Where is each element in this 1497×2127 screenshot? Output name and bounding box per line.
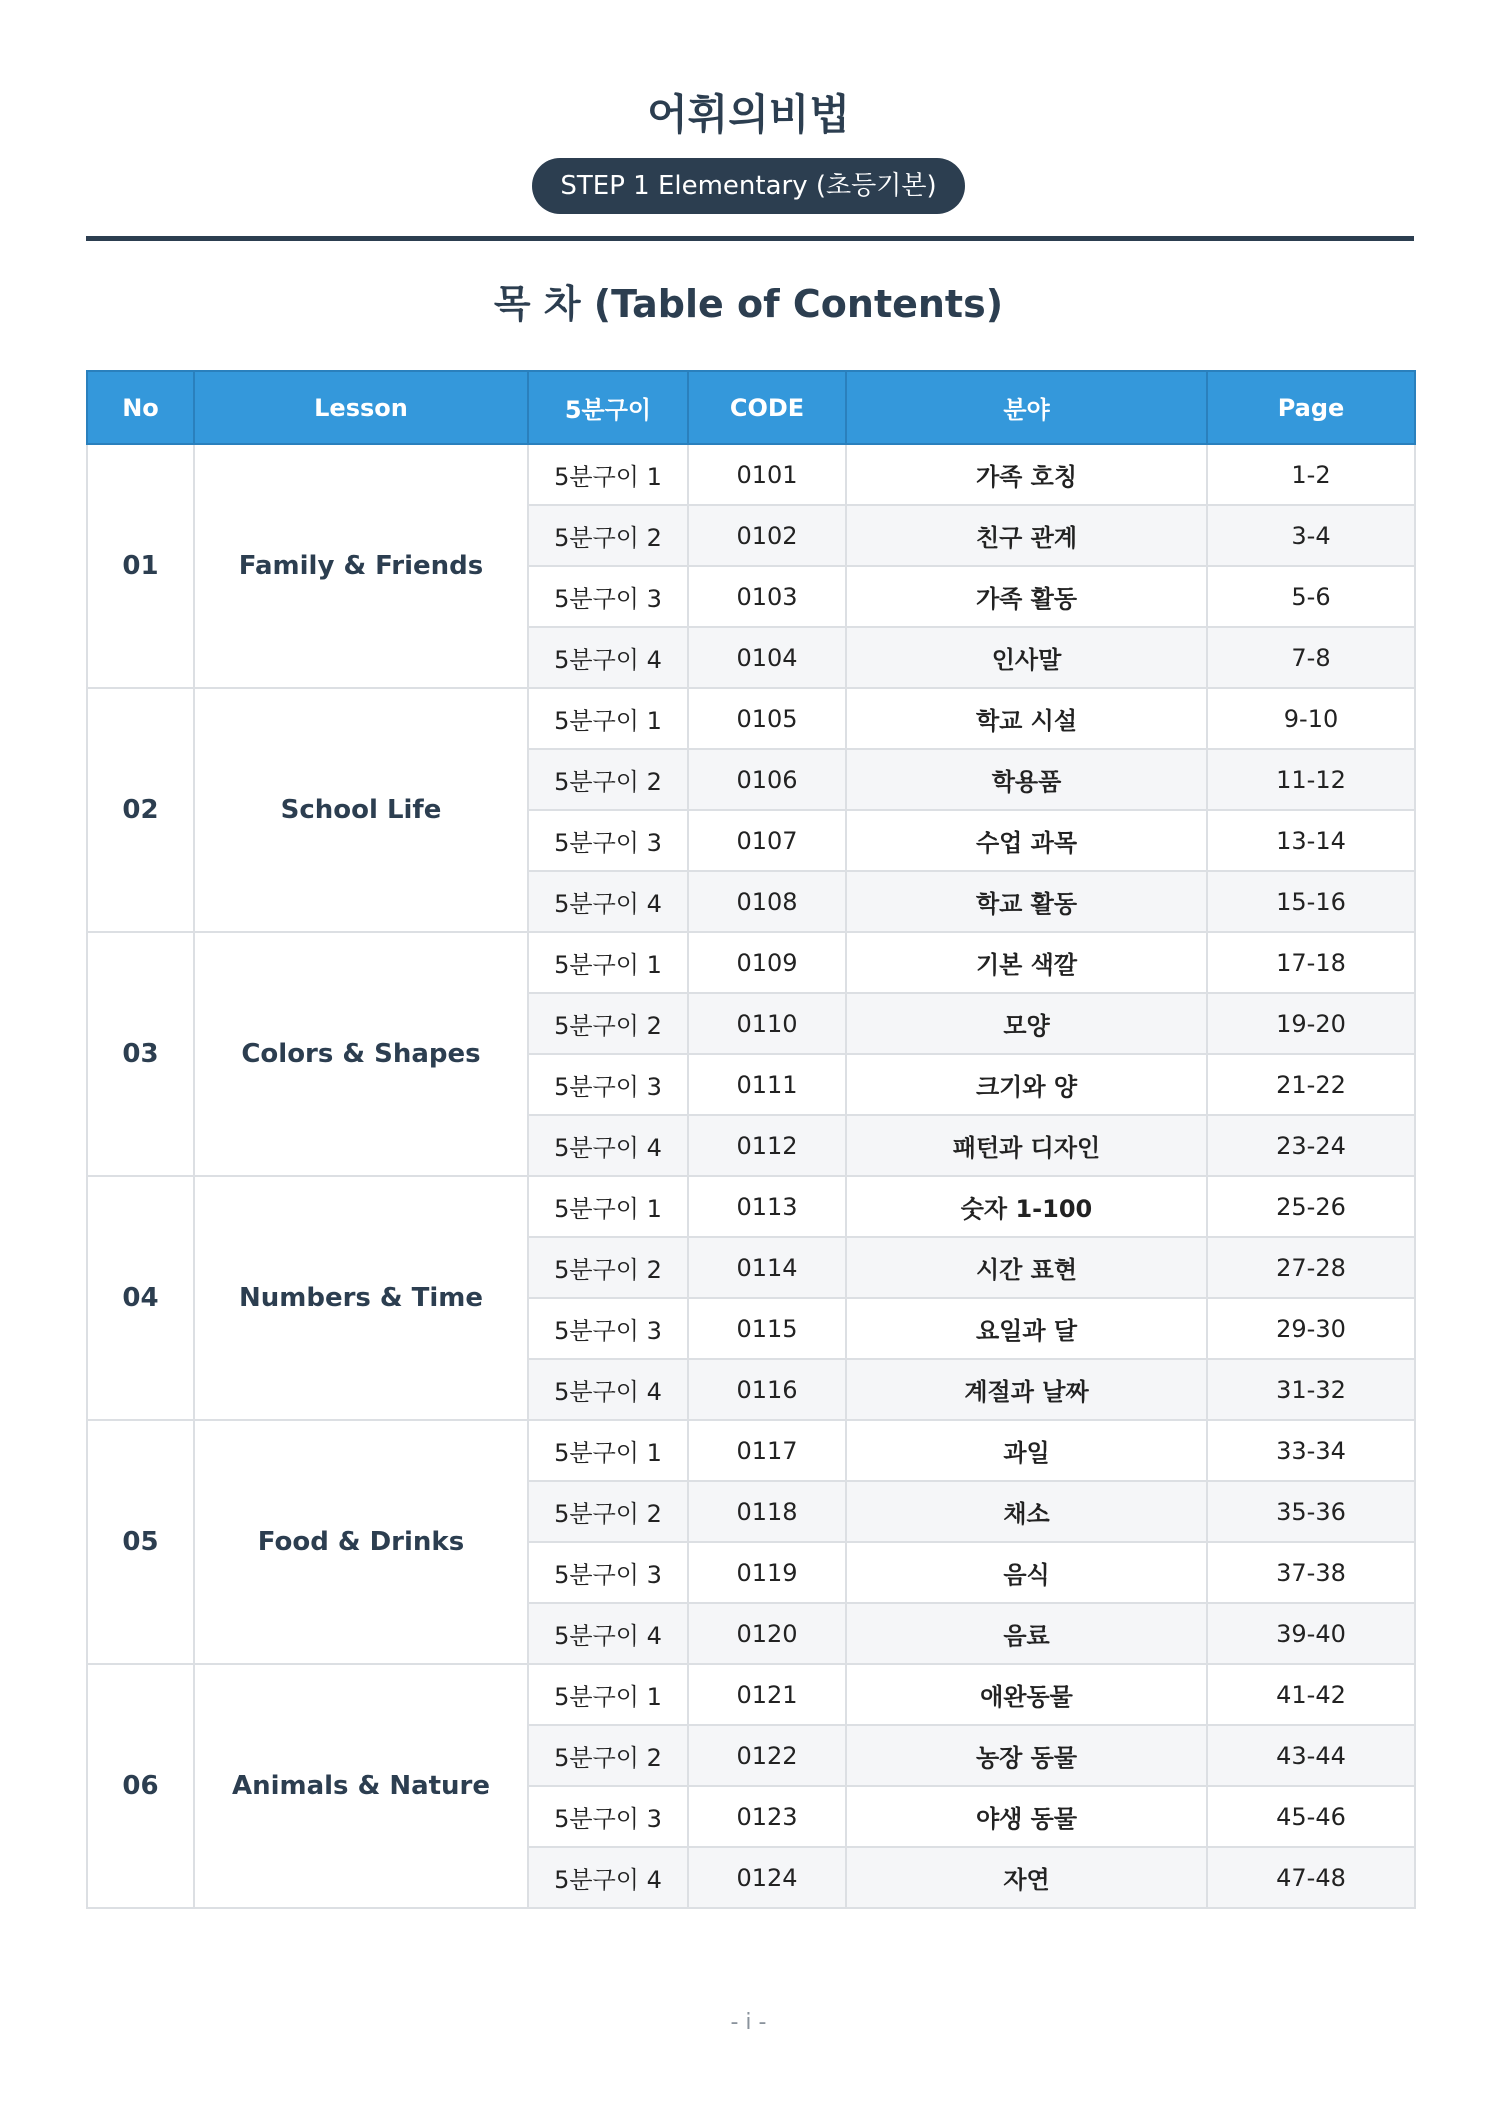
part-cell: 5분구이 4	[528, 627, 688, 688]
code-cell: 0108	[688, 871, 846, 932]
field-cell: 요일과 달	[846, 1298, 1207, 1359]
code-cell: 0124	[688, 1847, 846, 1908]
lesson-name: Food & Drinks	[194, 1420, 528, 1664]
page-cell: 1-2	[1207, 444, 1415, 505]
part-cell: 5분구이 3	[528, 1054, 688, 1115]
code-cell: 0103	[688, 566, 846, 627]
toc-table-body	[87, 444, 1415, 1908]
code-cell: 0122	[688, 1725, 846, 1786]
page-cell: 45-46	[1207, 1786, 1415, 1847]
code-cell: 0111	[688, 1054, 846, 1115]
code-cell: 0119	[688, 1542, 846, 1603]
page-cell: 15-16	[1207, 871, 1415, 932]
column-header-page: Page	[1207, 371, 1415, 444]
page-cell: 9-10	[1207, 688, 1415, 749]
code-cell: 0116	[688, 1359, 846, 1420]
header-divider	[86, 236, 1414, 241]
part-cell: 5분구이 4	[528, 871, 688, 932]
code-cell: 0110	[688, 993, 846, 1054]
page-cell: 17-18	[1207, 932, 1415, 993]
lesson-number: 05	[87, 1420, 194, 1664]
part-cell: 5분구이 1	[528, 1420, 688, 1481]
page-cell: 23-24	[1207, 1115, 1415, 1176]
part-cell: 5분구이 3	[528, 566, 688, 627]
step-badge-container	[0, 158, 1497, 214]
column-header-no: No	[87, 371, 194, 444]
page-cell: 33-34	[1207, 1420, 1415, 1481]
table-row	[87, 1176, 1415, 1237]
part-cell: 5분구이 1	[528, 932, 688, 993]
table-row	[87, 932, 1415, 993]
part-cell: 5분구이 1	[528, 1664, 688, 1725]
part-cell: 5분구이 2	[528, 1725, 688, 1786]
part-cell: 5분구이 2	[528, 993, 688, 1054]
code-cell: 0101	[688, 444, 846, 505]
part-cell: 5분구이 4	[528, 1603, 688, 1664]
page-cell: 27-28	[1207, 1237, 1415, 1298]
code-cell: 0107	[688, 810, 846, 871]
field-cell: 과일	[846, 1420, 1207, 1481]
part-cell: 5분구이 1	[528, 444, 688, 505]
page-cell: 37-38	[1207, 1542, 1415, 1603]
code-cell: 0102	[688, 505, 846, 566]
table-header-row	[87, 371, 1415, 444]
code-cell: 0115	[688, 1298, 846, 1359]
field-cell: 야생 동물	[846, 1786, 1207, 1847]
page-number: - i -	[730, 2010, 767, 2035]
toc-title: 목 차 (Table of Contents)	[493, 282, 1004, 326]
field-cell: 모양	[846, 993, 1207, 1054]
lesson-name: Colors & Shapes	[194, 932, 528, 1176]
lesson-number: 01	[87, 444, 194, 688]
page-cell: 47-48	[1207, 1847, 1415, 1908]
field-cell: 음료	[846, 1603, 1207, 1664]
part-cell: 5분구이 1	[528, 688, 688, 749]
code-cell: 0120	[688, 1603, 846, 1664]
field-cell: 크기와 양	[846, 1054, 1207, 1115]
page-cell: 41-42	[1207, 1664, 1415, 1725]
code-cell: 0118	[688, 1481, 846, 1542]
page-cell: 3-4	[1207, 505, 1415, 566]
page-cell: 29-30	[1207, 1298, 1415, 1359]
part-cell: 5분구이 3	[528, 810, 688, 871]
toc-table	[86, 370, 1416, 1909]
lesson-number: 03	[87, 932, 194, 1176]
field-cell: 인사말	[846, 627, 1207, 688]
code-cell: 0104	[688, 627, 846, 688]
part-cell: 5분구이 1	[528, 1176, 688, 1237]
field-cell: 학교 활동	[846, 871, 1207, 932]
table-row	[87, 1664, 1415, 1725]
lesson-name: Family & Friends	[194, 444, 528, 688]
page-cell: 31-32	[1207, 1359, 1415, 1420]
part-cell: 5분구이 3	[528, 1298, 688, 1359]
page-cell: 7-8	[1207, 627, 1415, 688]
field-cell: 계절과 날짜	[846, 1359, 1207, 1420]
field-cell: 숫자 1-100	[846, 1176, 1207, 1237]
lesson-number: 06	[87, 1664, 194, 1908]
column-header-code: CODE	[688, 371, 846, 444]
column-header-field: 분야	[846, 371, 1207, 444]
page-cell: 13-14	[1207, 810, 1415, 871]
part-cell: 5분구이 2	[528, 749, 688, 810]
code-cell: 0109	[688, 932, 846, 993]
column-header-lesson: Lesson	[194, 371, 528, 444]
column-header-part: 5분구이	[528, 371, 688, 444]
field-cell: 학용품	[846, 749, 1207, 810]
table-row	[87, 444, 1415, 505]
page-cell: 25-26	[1207, 1176, 1415, 1237]
field-cell: 기본 색깔	[846, 932, 1207, 993]
field-cell: 애완동물	[846, 1664, 1207, 1725]
code-cell: 0112	[688, 1115, 846, 1176]
part-cell: 5분구이 3	[528, 1542, 688, 1603]
field-cell: 시간 표현	[846, 1237, 1207, 1298]
page-cell: 39-40	[1207, 1603, 1415, 1664]
code-cell: 0123	[688, 1786, 846, 1847]
lesson-name: School Life	[194, 688, 528, 932]
code-cell: 0113	[688, 1176, 846, 1237]
code-cell: 0117	[688, 1420, 846, 1481]
lesson-number: 02	[87, 688, 194, 932]
step-badge: STEP 1 Elementary (초등기본)	[532, 158, 964, 214]
part-cell: 5분구이 2	[528, 1237, 688, 1298]
page-cell: 19-20	[1207, 993, 1415, 1054]
lesson-name: Animals & Nature	[194, 1664, 528, 1908]
document-title: 어휘의비법	[647, 90, 850, 139]
part-cell: 5분구이 2	[528, 505, 688, 566]
part-cell: 5분구이 4	[528, 1359, 688, 1420]
page-cell: 43-44	[1207, 1725, 1415, 1786]
lesson-name: Numbers & Time	[194, 1176, 528, 1420]
field-cell: 채소	[846, 1481, 1207, 1542]
field-cell: 학교 시설	[846, 688, 1207, 749]
code-cell: 0106	[688, 749, 846, 810]
table-row	[87, 1420, 1415, 1481]
part-cell: 5분구이 2	[528, 1481, 688, 1542]
field-cell: 가족 호칭	[846, 444, 1207, 505]
field-cell: 수업 과목	[846, 810, 1207, 871]
field-cell: 가족 활동	[846, 566, 1207, 627]
part-cell: 5분구이 4	[528, 1115, 688, 1176]
page-cell: 11-12	[1207, 749, 1415, 810]
page-cell: 5-6	[1207, 566, 1415, 627]
field-cell: 음식	[846, 1542, 1207, 1603]
field-cell: 친구 관계	[846, 505, 1207, 566]
code-cell: 0105	[688, 688, 846, 749]
code-cell: 0121	[688, 1664, 846, 1725]
page-cell: 35-36	[1207, 1481, 1415, 1542]
part-cell: 5분구이 3	[528, 1786, 688, 1847]
field-cell: 자연	[846, 1847, 1207, 1908]
page-cell: 21-22	[1207, 1054, 1415, 1115]
lesson-number: 04	[87, 1176, 194, 1420]
code-cell: 0114	[688, 1237, 846, 1298]
field-cell: 패턴과 디자인	[846, 1115, 1207, 1176]
field-cell: 농장 동물	[846, 1725, 1207, 1786]
part-cell: 5분구이 4	[528, 1847, 688, 1908]
table-row	[87, 688, 1415, 749]
